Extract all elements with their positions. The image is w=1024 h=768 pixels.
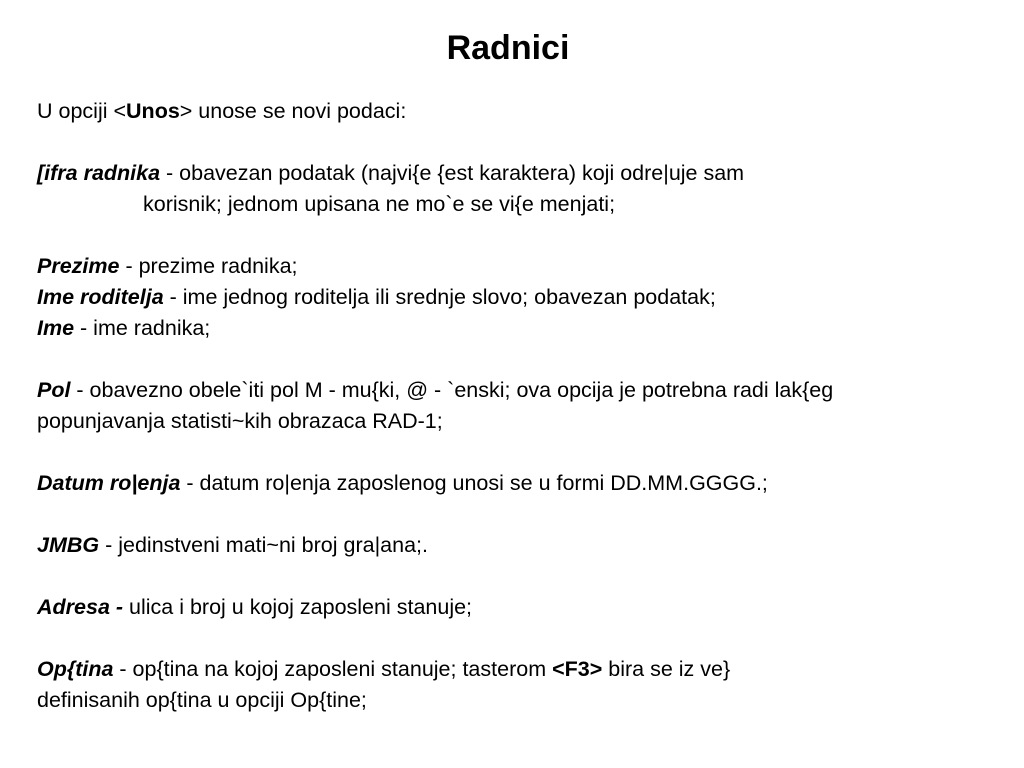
slide-title: Radnici xyxy=(446,29,570,67)
slide-body xyxy=(37,96,1012,716)
spacer xyxy=(37,127,1012,158)
pol-desc: - obavezno obele`iti pol M - mu{ki, @ - `enski; ova opcija je potrebna radi lak{eg xyxy=(70,378,834,402)
ime-roditelja-line xyxy=(37,282,1012,313)
datum-term: Datum ro|enja xyxy=(37,471,181,495)
opstina-desc-b: bira se iz ve} xyxy=(602,657,731,681)
spacer xyxy=(37,437,1012,468)
prezime-line xyxy=(37,251,1012,282)
pol-line xyxy=(37,375,1012,406)
datum-line xyxy=(37,468,1012,499)
intro-suffix: > unose se novi podaci: xyxy=(179,99,407,123)
jmbg-desc: - jedinstveni mati~ni broj gra|ana;. xyxy=(99,533,428,557)
ime-roditelja-desc: - ime jednog roditelja ili srednje slovo; obavezan podatak; xyxy=(163,285,716,309)
spacer xyxy=(37,623,1012,654)
opstina-term: Op{tina xyxy=(37,657,114,681)
prezime-desc: - prezime radnika; xyxy=(119,254,298,278)
adresa-term: Adresa - xyxy=(37,595,124,619)
spacer xyxy=(37,561,1012,592)
opstina-desc-a: - op{tina na kojoj zaposleni stanuje; tasterom xyxy=(113,657,553,681)
datum-desc: - datum ro|enja zaposlenog unosi se u formi DD.MM.GGGG.; xyxy=(180,471,768,495)
sifra-line xyxy=(37,158,1012,189)
intro-prefix: U opciji < xyxy=(37,99,127,123)
sifra-term: [ifra radnika xyxy=(37,161,161,185)
ime-line xyxy=(37,313,1012,344)
spacer xyxy=(37,344,1012,375)
ime-term: Ime xyxy=(37,316,75,340)
adresa-desc: ulica i broj u kojoj zaposleni stanuje; xyxy=(123,595,473,619)
prezime-term: Prezime xyxy=(37,254,120,278)
pol-term: Pol xyxy=(37,378,71,402)
sifra-line-continued: korisnik; jednom upisana ne mo`e se vi{e menjati; xyxy=(143,192,616,216)
ime-roditelja-term: Ime roditelja xyxy=(37,285,164,309)
jmbg-line xyxy=(37,530,1012,561)
intro-keyword: Unos xyxy=(126,99,180,123)
pol-line-continued: popunjavanja statisti~kih obrazaca RAD-1; xyxy=(37,409,443,433)
intro-line xyxy=(37,96,1012,127)
jmbg-term: JMBG xyxy=(37,533,100,557)
f3-key-label: <F3> xyxy=(552,657,603,681)
adresa-line xyxy=(37,592,1012,623)
spacer xyxy=(37,220,1012,251)
sifra-desc: - obavezan podatak (najvi{e {est karaktera) koji odre|uje sam xyxy=(160,161,745,185)
opstina-line-continued: definisanih op{tina u opciji Op{tine; xyxy=(37,688,367,712)
ime-desc: - ime radnika; xyxy=(74,316,211,340)
opstina-line xyxy=(37,654,1012,685)
spacer xyxy=(37,499,1012,530)
